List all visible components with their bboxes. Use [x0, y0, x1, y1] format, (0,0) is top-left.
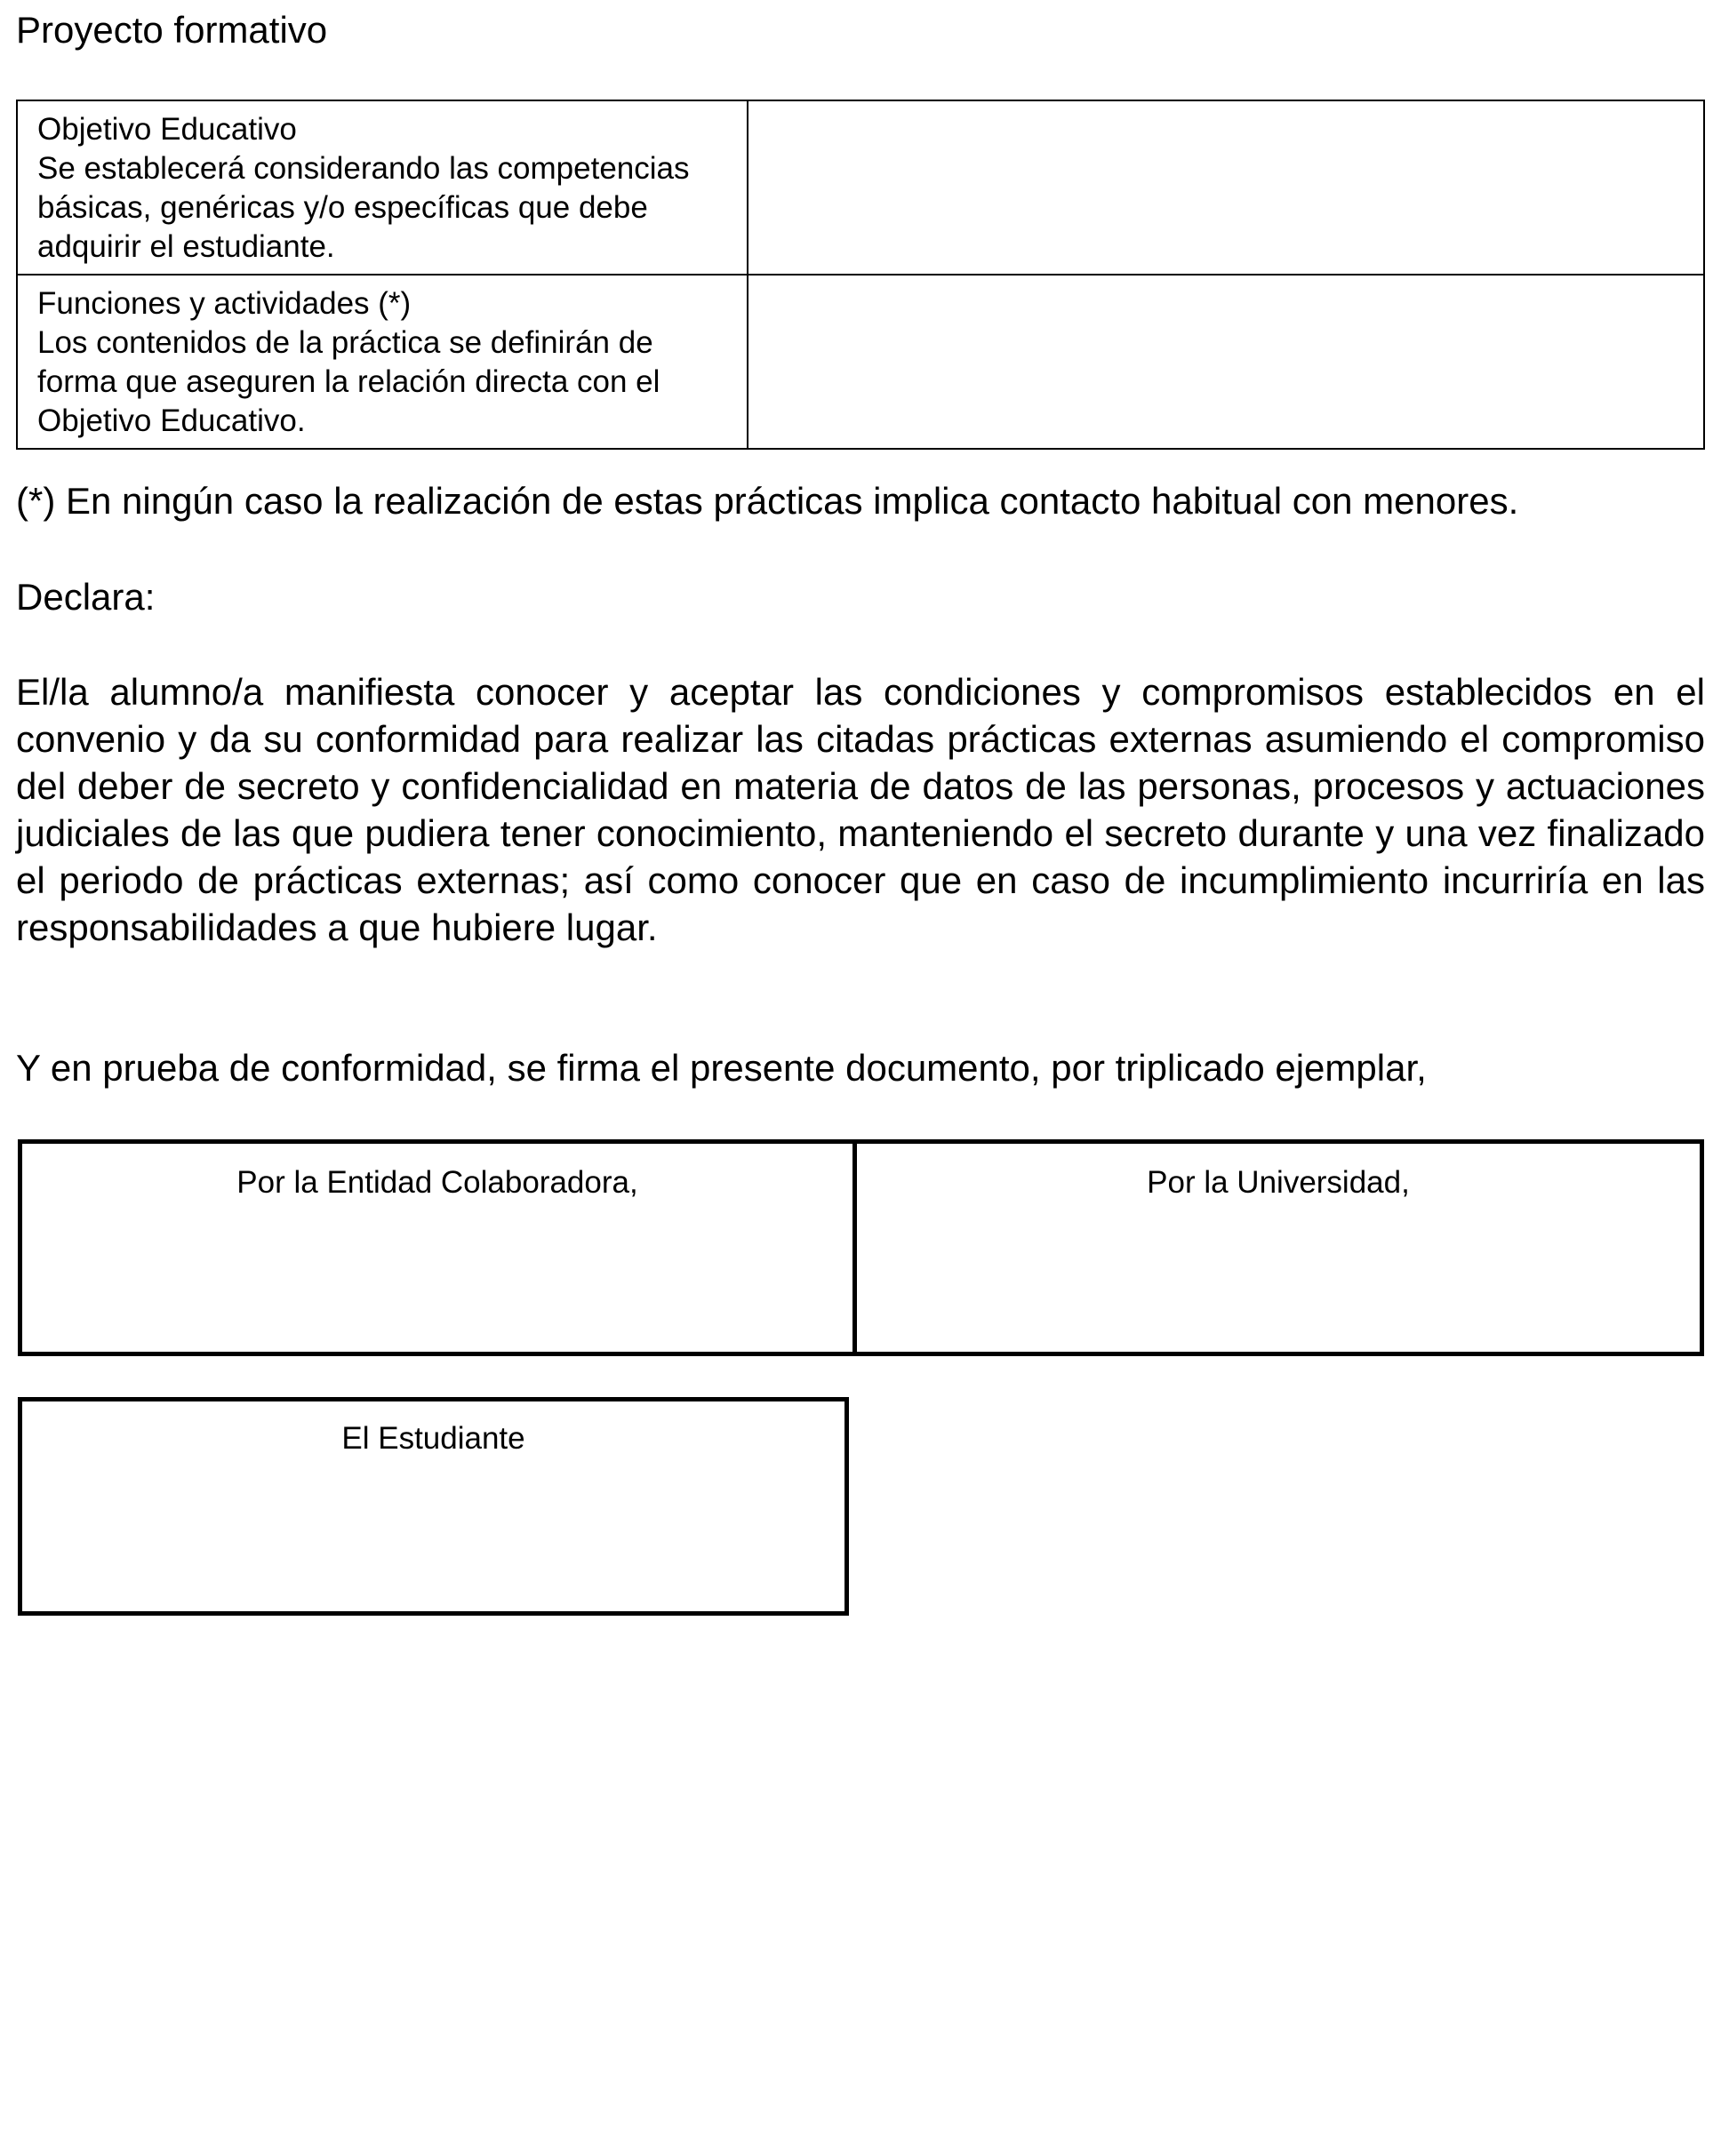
functions-title: Funciones y actividades (*): [37, 286, 412, 321]
table-row: [20, 1142, 1702, 1354]
declaration-paragraph: El/la alumno/a manifiesta conocer y aceptar las condiciones y compromisos establecidos en el convenio y da su conformidad para realizar las citadas prácticas externas asumiendo el compromiso del deber de secreto y confidencialidad en materia de datos de las personas, procesos y actuaciones judiciales de las que pudiera tener conocimiento, manteniendo el secreto durante y una vez finalizado el periodo de prácticas externas; así como conocer que en caso de incumplimiento incurriría en las responsabilidades a que hubiere lugar.: [16, 671, 1705, 948]
university-signature-box[interactable]: Por la Universidad,: [855, 1142, 1702, 1354]
table-row: [17, 100, 1704, 275]
table-row: [17, 275, 1704, 449]
objective-value-cell[interactable]: [748, 100, 1704, 275]
footnote: (*) En ningún caso la realización de estas prácticas implica contacto habitual con menores.: [16, 480, 1519, 522]
student-signature-box[interactable]: El Estudiante: [18, 1397, 849, 1616]
objective-description: Se establecerá considerando las competencias básicas, genéricas y/o específicas que debe adquirir el estudiante.: [37, 151, 690, 264]
objective-title: Objetivo Educativo: [37, 112, 297, 147]
declara-label: Declara:: [16, 576, 156, 618]
project-table: [16, 100, 1705, 450]
functions-value-cell[interactable]: [748, 275, 1704, 449]
objective-label-cell: [17, 100, 748, 275]
entity-signature-box[interactable]: Por la Entidad Colaboradora,: [20, 1142, 855, 1354]
functions-label-cell: [17, 275, 748, 449]
signature-table: [18, 1139, 1704, 1356]
functions-description: Los contenidos de la práctica se definirán de forma que aseguren la relación directa con el Objetivo Educativo.: [37, 325, 660, 438]
conformity-statement: Y en prueba de conformidad, se firma el presente documento, por triplicado ejemplar,: [16, 1047, 1427, 1089]
page-title: Proyecto formativo: [16, 9, 328, 51]
